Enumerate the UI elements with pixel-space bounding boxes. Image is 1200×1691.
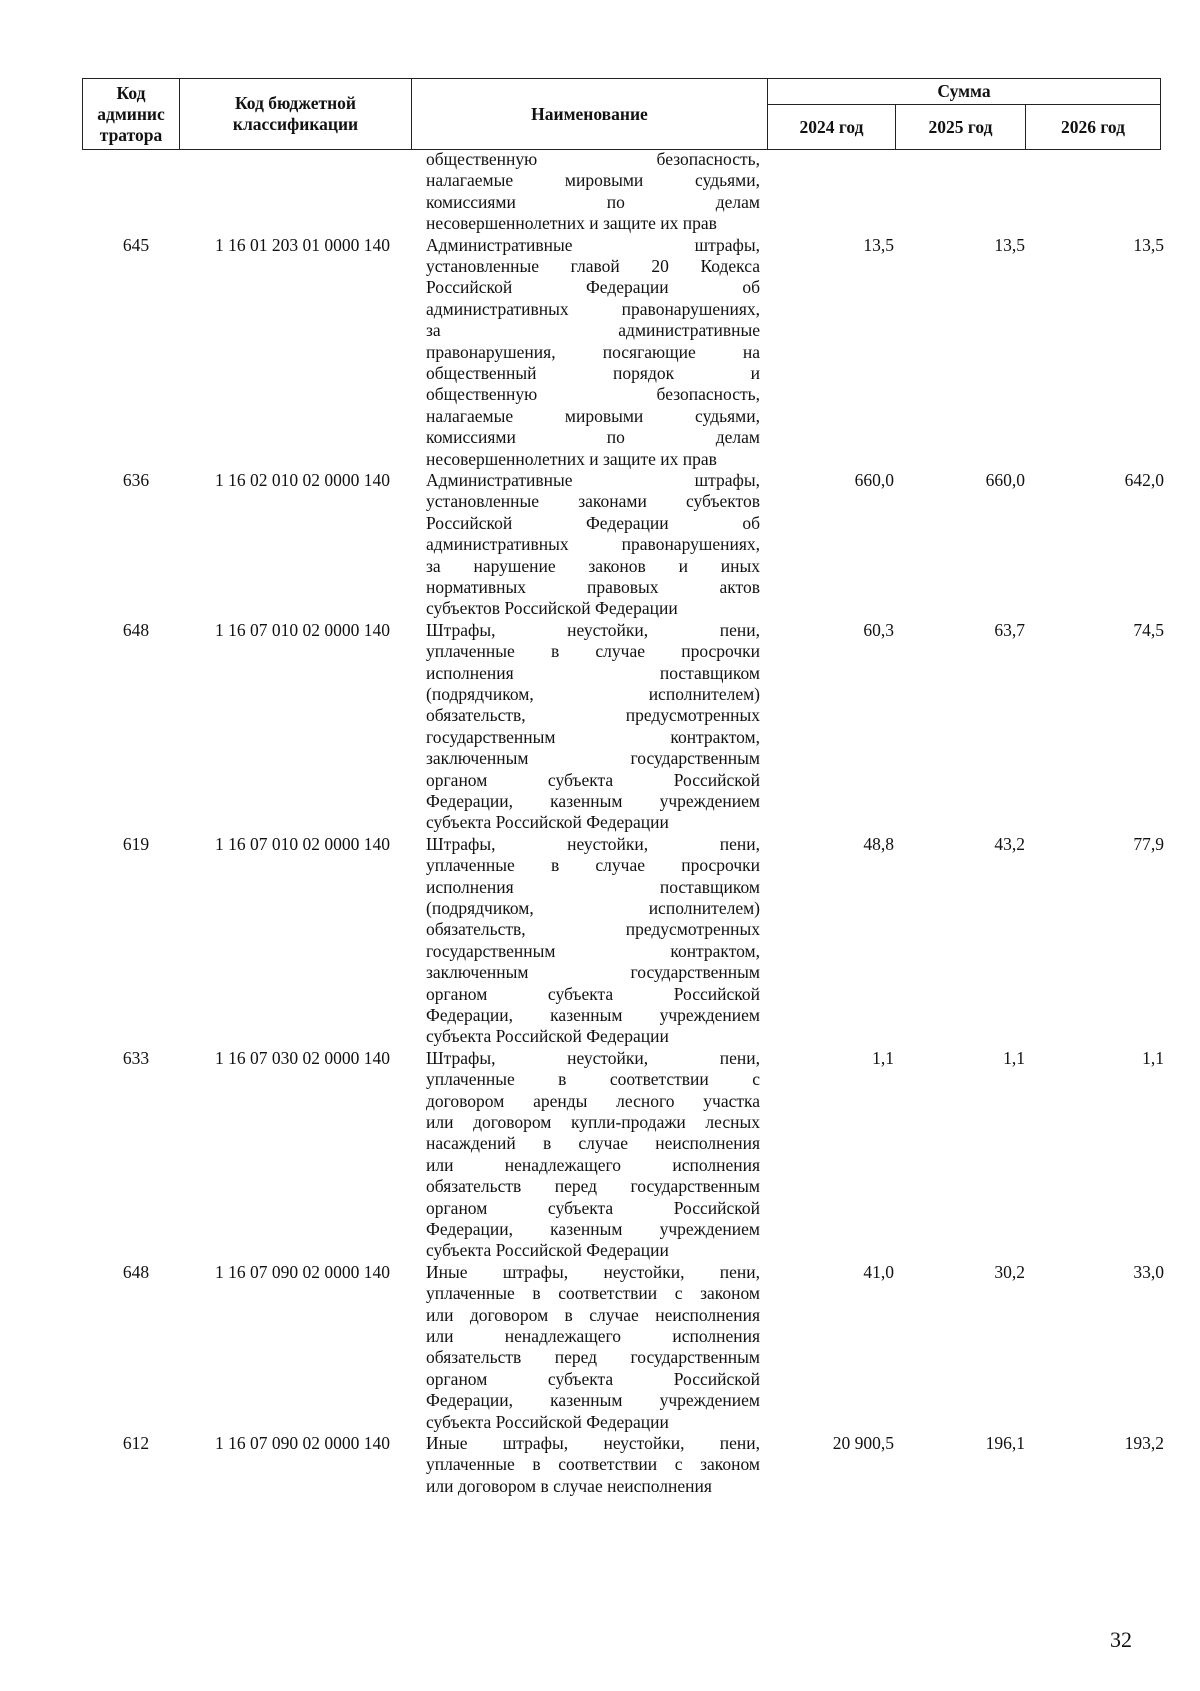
- name-line: общественный порядок и: [426, 362, 760, 383]
- header-name: Наименование: [412, 79, 768, 150]
- value-2025: 1,1: [1003, 1047, 1025, 1068]
- name-line: Иные штрафы, неустойки, пени,: [426, 1261, 760, 1282]
- admin-code: 645: [122, 234, 150, 255]
- value-2025: 660,0: [985, 470, 1025, 490]
- name-line: или договором в случае неисполнения: [426, 1304, 760, 1325]
- header-year-2025: 2025 год: [896, 105, 1026, 150]
- value-2026: 642,0: [1124, 470, 1164, 490]
- name-line: обязательств перед государственным: [426, 1347, 760, 1368]
- admin-code: 648: [122, 619, 150, 640]
- admin-code: 648: [122, 1261, 150, 1282]
- value-2024: 13,5: [863, 234, 894, 255]
- name-line: или договором купли-продажи лесных: [426, 1111, 760, 1132]
- name-line: комиссиями по делам: [426, 191, 760, 212]
- value-2024: 60,3: [863, 619, 894, 640]
- header-sum: Сумма: [768, 79, 1161, 105]
- name-line: административных правонарушениях,: [426, 298, 760, 319]
- name-line: насаждений в случае неисполнения: [426, 1133, 760, 1154]
- budget-code: 1 16 07 090 02 0000 140: [215, 1261, 390, 1282]
- value-2025: 43,2: [994, 833, 1025, 854]
- value-2025: 13,5: [994, 234, 1025, 255]
- name-line: Российской Федерации об: [426, 512, 760, 533]
- name-line: уплаченные в случае просрочки: [426, 641, 760, 662]
- name-line: Федерации, казенным учреждением: [426, 1390, 760, 1411]
- name-line: Российской Федерации об: [426, 277, 760, 298]
- name-line: исполнения поставщиком: [426, 876, 760, 897]
- value-2024: 48,8: [863, 833, 894, 854]
- name-line: исполнения поставщиком: [426, 662, 760, 683]
- name-line: Федерации, казенным учреждением: [426, 1218, 760, 1239]
- name-line: органом субъекта Российской: [426, 983, 760, 1004]
- row-name: [426, 1262, 760, 1433]
- name-line: договором аренды лесного участка: [426, 1090, 760, 1111]
- name-line: за административные: [426, 320, 760, 341]
- table-header: [82, 78, 1161, 150]
- page-number: 32: [1110, 1627, 1132, 1652]
- admin-code: 612: [122, 1433, 150, 1453]
- name-line: субъекта Российской Федерации: [426, 1411, 669, 1432]
- name-line: Иные штрафы, неустойки, пени,: [426, 1433, 760, 1453]
- name-line: Федерации, казенным учреждением: [426, 790, 760, 811]
- name-line: уплаченные в соответствии с законом: [426, 1283, 760, 1304]
- name-line: Штрафы, неустойки, пени,: [426, 1047, 760, 1068]
- name-line: нормативных правовых актов: [426, 576, 760, 597]
- name-line: государственным контрактом,: [426, 940, 760, 961]
- name-line: органом субъекта Российской: [426, 1368, 760, 1389]
- name-line: Административные штрафы,: [426, 470, 760, 490]
- name-line: органом субъекта Российской: [426, 769, 760, 790]
- value-2025: 63,7: [994, 619, 1025, 640]
- name-line: за нарушение законов и иных: [426, 555, 760, 576]
- name-line: (подрядчиком, исполнителем): [426, 683, 760, 704]
- row-name: [426, 470, 760, 620]
- name-line: (подрядчиком, исполнителем): [426, 897, 760, 918]
- budget-code: 1 16 07 010 02 0000 140: [215, 619, 390, 640]
- header-year-2026: 2026 год: [1026, 105, 1161, 150]
- row-name: [426, 620, 760, 834]
- row-name: [426, 834, 760, 1048]
- admin-code: 636: [122, 470, 150, 490]
- header-admin-code: Код админис тратора: [83, 79, 180, 150]
- value-2026: 193,2: [1124, 1433, 1164, 1453]
- budget-code: 1 16 01 203 01 0000 140: [215, 234, 390, 255]
- value-2024: 660,0: [854, 470, 894, 490]
- name-line: или договором в случае неисполнения: [426, 1475, 712, 1496]
- value-2024: 41,0: [863, 1261, 894, 1282]
- name-line: субъекта Российской Федерации: [426, 812, 669, 833]
- value-2026: 33,0: [1133, 1261, 1164, 1282]
- value-2024: 1,1: [872, 1047, 894, 1068]
- value-2025: 196,1: [985, 1433, 1025, 1453]
- name-line: установленные законами субъектов: [426, 491, 760, 512]
- value-2026: 13,5: [1133, 234, 1164, 255]
- name-line: административных правонарушениях,: [426, 534, 760, 555]
- name-line: налагаемые мировыми судьями,: [426, 170, 760, 191]
- header-budget-code: Код бюджетной классификации: [180, 79, 412, 150]
- name-line: органом субъекта Российской: [426, 1197, 760, 1218]
- value-2024: 20 900,5: [832, 1433, 894, 1453]
- name-line: уплаченные в соответствии с: [426, 1069, 760, 1090]
- name-line: Административные штрафы,: [426, 234, 760, 255]
- name-line: налагаемые мировыми судьями,: [426, 405, 760, 426]
- name-line: обязательств, предусмотренных: [426, 705, 760, 726]
- budget-code: 1 16 02 010 02 0000 140: [215, 470, 390, 490]
- value-2026: 1,1: [1142, 1047, 1164, 1068]
- name-line: Штрафы, неустойки, пени,: [426, 619, 760, 640]
- header-year-2024: 2024 год: [768, 105, 896, 150]
- name-line: несовершеннолетних и защите их прав: [426, 213, 717, 234]
- name-line: или ненадлежащего исполнения: [426, 1154, 760, 1175]
- row-name: [426, 1048, 760, 1262]
- value-2026: 77,9: [1133, 833, 1164, 854]
- name-line: заключенным государственным: [426, 962, 760, 983]
- name-line: или ненадлежащего исполнения: [426, 1325, 760, 1346]
- name-line: правонарушения, посягающие на: [426, 341, 760, 362]
- continuation-text: [426, 149, 760, 235]
- name-line: субъектов Российской Федерации: [426, 598, 678, 619]
- row-name: [426, 235, 760, 470]
- admin-code: 619: [122, 833, 150, 854]
- name-line: субъекта Российской Федерации: [426, 1026, 669, 1047]
- value-2026: 74,5: [1133, 619, 1164, 640]
- name-line: Федерации, казенным учреждением: [426, 1004, 760, 1025]
- name-line: Штрафы, неустойки, пени,: [426, 833, 760, 854]
- budget-code: 1 16 07 010 02 0000 140: [215, 833, 390, 854]
- name-line: несовершеннолетних и защите их прав: [426, 448, 717, 469]
- name-line: общественную безопасность,: [426, 384, 760, 405]
- name-line: обязательств перед государственным: [426, 1176, 760, 1197]
- name-line: заключенным государственным: [426, 748, 760, 769]
- row-name: [426, 1433, 760, 1497]
- admin-code: 633: [122, 1047, 150, 1068]
- name-line: установленные главой 20 Кодекса: [426, 255, 760, 276]
- name-line: комиссиями по делам: [426, 427, 760, 448]
- name-line: субъекта Российской Федерации: [426, 1240, 669, 1261]
- name-line: уплаченные в соответствии с законом: [426, 1454, 760, 1475]
- name-line: общественную безопасность,: [426, 149, 760, 169]
- budget-code: 1 16 07 030 02 0000 140: [215, 1047, 390, 1068]
- value-2025: 30,2: [994, 1261, 1025, 1282]
- name-line: уплаченные в случае просрочки: [426, 855, 760, 876]
- name-line: государственным контрактом,: [426, 726, 760, 747]
- budget-code: 1 16 07 090 02 0000 140: [215, 1433, 390, 1453]
- name-line: обязательств, предусмотренных: [426, 919, 760, 940]
